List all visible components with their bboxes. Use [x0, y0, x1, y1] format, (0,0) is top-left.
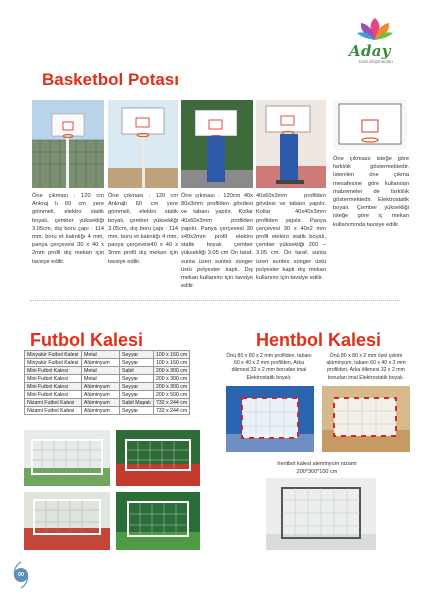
football-goal-photo-3	[24, 492, 110, 550]
table-cell: Alüminyum	[82, 407, 120, 415]
table-cell: Nizami Futbol Kalesi	[25, 407, 82, 415]
basketball-backboard-photo	[333, 100, 407, 150]
table-row	[25, 375, 190, 383]
handball-goal-photo-3	[266, 478, 376, 550]
futbol-title: Futbol Kalesi	[30, 330, 144, 350]
basketbol-desc-1: Öne çıkması : 120 cm Ankraj lı 60 cm yere gömmeli, elektro statik boyalı, çember yüksekliği 3.05cm, dış boru çapı : 114 mm, boru et kalınlığı 4 mm, panya çerçevesi 30 x 40 x 2mm profil dış mekan için tavsiye edilir.	[32, 193, 104, 265]
table-cell: Metal	[82, 375, 120, 383]
football-goal-photo-4	[116, 492, 200, 550]
basketball-hoop-photo-3	[181, 100, 253, 188]
table-cell: Metal	[82, 367, 120, 375]
hentbol-title: Hentbol Kalesi	[256, 330, 382, 350]
basketbol-desc-4: 40x60x3mm profilden gövdesi ve tabanı yapılır. Kollar 40x40x3mm profilden yapılır. Panya çerçevesi 30 x 40x2 mm profil elektro statik boyalı, çember yüksekliği 260 – 3.05 cm. Ön taraf, sunta üzeri suntex sünger üstü polyester kaplı dış mekan kullanımı için tavsiye edilir.	[256, 193, 326, 282]
table-cell: 200 x 500 cm	[154, 391, 190, 399]
brand-tagline: Katlı Ekipmanları	[359, 59, 394, 64]
table-row	[25, 359, 190, 367]
table-cell: Mini Futbol Kalesi	[25, 367, 82, 375]
basketbol-desc-3: Öne çıkması : 120cm 40x 80x3mm profilden gövdesi ve tabanı yapılır. Kollar 40x60x3mm profilden yapılır. Panya çerçevesi 30 x40x2mm profil elektro statik boyalı çember yüksekliği 3.05 cm Ön taraf, sunta üzeri suntex sünger üstü polyester kaplı. Dış mekan kullanımı için tavsiye edilir.	[181, 193, 253, 290]
table-cell: Alüminyum	[82, 383, 120, 391]
table-cell: Seyyar	[120, 359, 154, 367]
hentbol-desc-1: Önü 80 x 80 x 2 mm profilden, tabanı 60 x 40 x 2 mm profilden, Arka dikmesi 32 x 2 mm borudan imal Elektrostatik boyalı.	[226, 353, 312, 381]
page-number: 00	[14, 568, 28, 582]
table-row	[25, 351, 190, 359]
futbol-spec-table	[24, 350, 190, 415]
table-cell: Nizami Futbol Kalesi	[25, 399, 82, 407]
table-cell: 200 x 300 cm	[154, 375, 190, 383]
basketball-hoop-photo-4	[256, 100, 326, 188]
brand-logo	[345, 18, 415, 64]
table-cell: 200 x 300 cm	[154, 383, 190, 391]
football-goal-photo-1	[24, 430, 110, 486]
brand-name: Aday	[349, 42, 391, 60]
table-cell: Seyyar	[120, 383, 154, 391]
table-cell: Minyatür Futbol Kalesi	[25, 351, 82, 359]
table-row	[25, 367, 190, 375]
table-row	[25, 383, 190, 391]
hentbol-caption: hentbol kalesi aleminyum nizami 200*300*100 cm	[277, 461, 357, 475]
table-cell: Mini Futbol Kalesi	[25, 391, 82, 399]
football-goal-photo-2	[116, 430, 200, 486]
table-cell: Alüminyum	[82, 399, 120, 407]
table-cell: Seyyar	[120, 391, 154, 399]
table-cell: Seyyar	[120, 407, 154, 415]
table-cell: Alüminyum	[82, 391, 120, 399]
table-cell: Mini Futbol Kalesi	[25, 383, 82, 391]
basketbol-title: Basketbol Potası	[42, 70, 179, 89]
table-cell: 200 x 300 cm	[154, 367, 190, 375]
table-row	[25, 391, 190, 399]
basketball-hoop-photo-2	[108, 100, 178, 188]
table-cell: Alüminyum	[82, 359, 120, 367]
handball-goal-photo-1	[226, 386, 314, 452]
table-cell: 100 x 160 cm	[154, 351, 190, 359]
hentbol-desc-2: Önü 80 x 80 x 2 mm özel çekim alüminyum, tabanı 60 x 40 x 2 mm profilden, Arka dikmesi 32 x 2 mm borudan imal Elektrostatik boyalı.	[326, 353, 406, 381]
table-cell: Minyatür Futbol Kalesi	[25, 359, 82, 367]
section-divider	[30, 300, 400, 301]
table-row	[25, 407, 190, 415]
table-cell: Seyyar	[120, 351, 154, 359]
table-cell: 732 x 244 cm	[154, 399, 190, 407]
handball-goal-photo-2	[322, 386, 410, 452]
basketbol-desc-2: Öne çıkması : 120 cm Ankrajlı 60 cm yere gömmeli, elektro statik boyalı, çember yüksekliği 3.05cm, dış boru çapı : 114 mm, boru et kalınlığı 4 mm, panya çerçevesi40 x 40 x 3mm profil dış mekan için tavsiye edilir.	[108, 193, 178, 265]
table-row	[25, 399, 190, 407]
table-cell: Seyyar	[120, 375, 154, 383]
table-cell: 100 x 160 cm	[154, 359, 190, 367]
table-cell: Mini Futbol Kalesi	[25, 375, 82, 383]
basketball-hoop-photo-1	[32, 100, 104, 188]
table-cell: Metal	[82, 351, 120, 359]
table-cell: 732 x 244 cm	[154, 407, 190, 415]
table-cell: Sabit Mapalı	[120, 399, 154, 407]
basketbol-desc-5: Öne çıkmasıı isteğe göre farklılık göstermektedir. İstenilen öne çıkma mesafesine göre kullanılan malzemeler de farklılık göstermektedir. Elektrostatik boyalı. Çember yüksekliği isteğe göre iç mekan kullanımında tavsiye edilir.	[333, 156, 409, 228]
flower-icon	[355, 18, 395, 42]
table-cell: Sabit	[120, 367, 154, 375]
